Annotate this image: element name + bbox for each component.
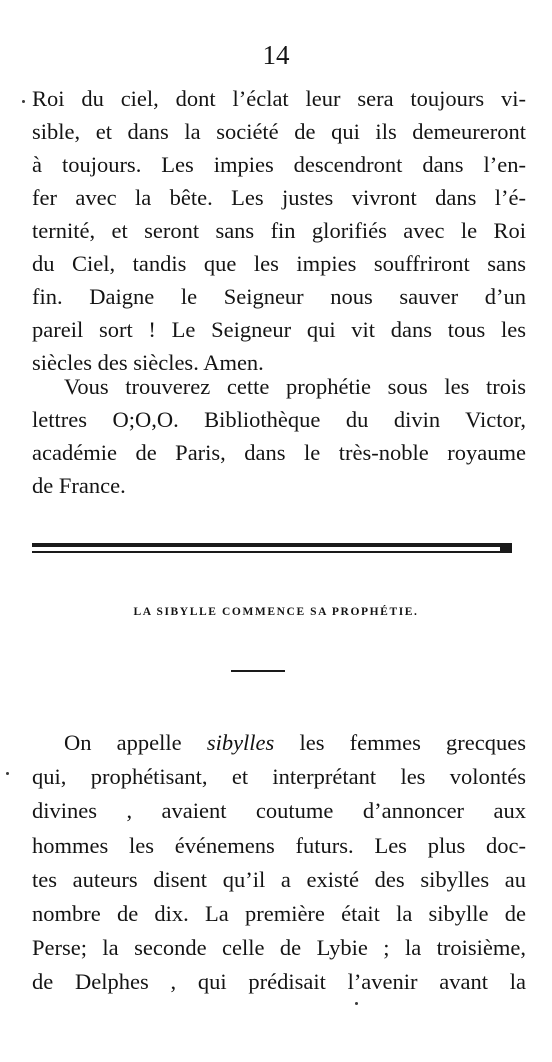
section-heading: LA SIBYLLE COMMENCE SA PROPHÉTIE. [133,606,419,618]
section-divider-end [500,543,512,553]
text-line: de France. [32,473,126,498]
text-line: fin. Daigne le Seigneur nous sauver d’un [32,284,526,309]
text-line: tes auteurs disent qu’il a existé des sibylles au [32,866,526,892]
text-line: nombre de dix. La première était la sibylle de [32,901,526,927]
text-line [32,726,526,760]
text-line: sible, et dans la société de qui ils demeureront [32,119,526,144]
text-line: Vous trouverez cette prophétie sous les trois [64,374,526,399]
text-run: On appelle [64,730,207,755]
text-line: de Delphes , qui prédisait l’avenir avant la [32,969,526,995]
text-line: Perse; la seconde celle de Lybie ; la troisième, [32,935,526,961]
text-line: fer avec la bête. Les justes vivront dans l’é- [32,185,526,210]
text-line: hommes les événemens futurs. Les plus doc- [32,832,526,858]
paragraph-sibyls [32,726,526,1000]
paragraph-top [32,82,526,379]
print-speck [6,772,9,775]
text-run: les femmes grecques [274,730,526,755]
print-speck [22,100,25,103]
section-divider-thick [32,543,512,547]
heading-underline-rule [231,670,285,672]
text-line: Roi du ciel, dont l’éclat leur sera toujours vi- [32,86,526,111]
text-line: lettres O;O,O. Bibliothèque du divin Victor, [32,407,526,432]
section-divider-thin [32,551,512,553]
print-speck [355,1002,358,1005]
text-line: ternité, et seront sans fin glorifiés avec le Roi [32,218,526,243]
text-line: académie de Paris, dans le très-noble royaume [32,440,526,465]
text-line: divines , avaient coutume d’annoncer aux [32,798,526,824]
text-line: pareil sort ! Le Seigneur qui vit dans tous les [32,317,526,342]
text-line: du Ciel, tandis que les impies souffriront sans [32,251,526,276]
page-number: 14 [262,40,290,70]
paragraph-source [32,370,526,502]
text-line: siècles des siècles. Amen. [32,350,264,375]
text-line: qui, prophétisant, et interprétant les volontés [32,764,526,790]
text-line: à toujours. Les impies descendront dans l’en- [32,152,526,177]
italic-term: sibylles [206,730,275,755]
